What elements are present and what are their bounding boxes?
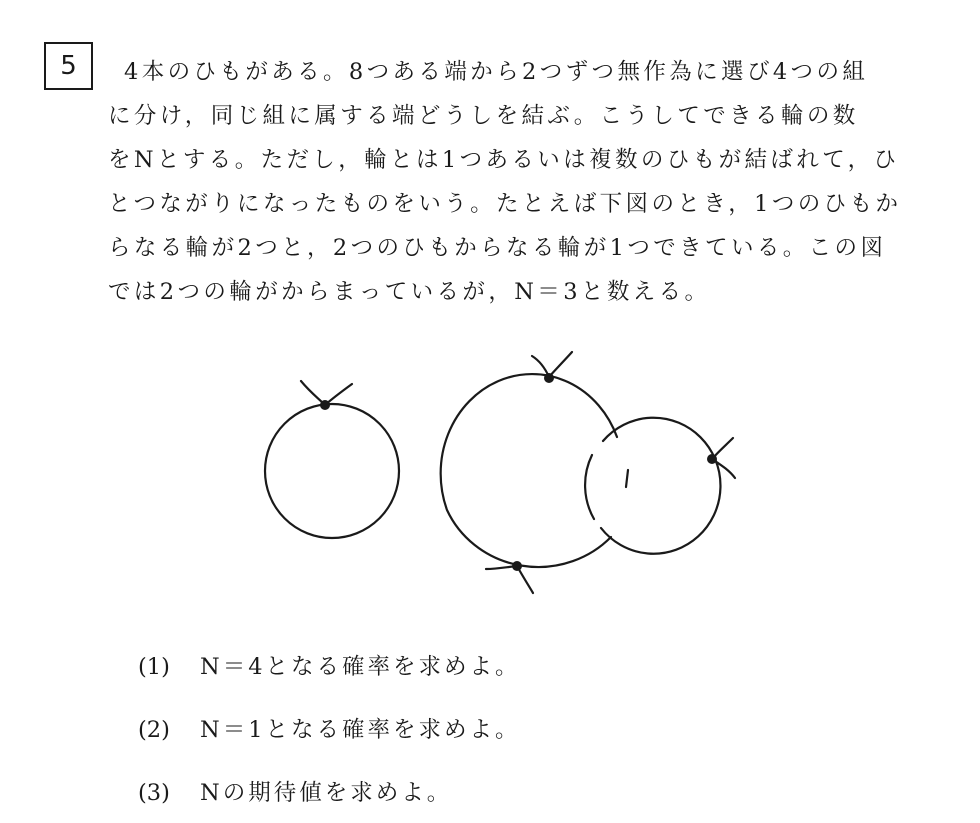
statement-line-3: をNとする。ただし，輪とは1つあるいは複数のひもが結ばれて，ひ bbox=[108, 147, 900, 173]
question-2-number: (2) bbox=[138, 717, 170, 743]
problem-number-box bbox=[44, 42, 93, 90]
knot-dot-left bbox=[320, 400, 330, 410]
right-ring bbox=[601, 418, 720, 554]
big-ring-top-end-a bbox=[532, 356, 549, 377]
left-ring-end-a bbox=[301, 381, 325, 405]
statement-line-1: 4本のひもがある。8つある端から2つずつ無作為に選び4つの組 bbox=[124, 59, 869, 85]
problem-statement bbox=[108, 50, 920, 314]
statement-line-4: とつながりになったものをいう。たとえば下図のとき，1つのひもか bbox=[108, 191, 902, 217]
statement-line-5: らなる輪が2つと，2つのひもからなる輪が1つできている。この図 bbox=[108, 235, 887, 261]
big-ring bbox=[441, 374, 617, 567]
statement-line-6: では2つの輪がからまっているが，N＝3と数える。 bbox=[108, 279, 711, 305]
left-ring bbox=[265, 404, 399, 538]
problem-number: 5 bbox=[60, 51, 77, 81]
big-ring-bottom-end-b bbox=[517, 566, 533, 593]
statement-line-2: に分け，同じ組に属する端どうしを結ぶ。こうしてできる輪の数 bbox=[108, 103, 859, 129]
right-ring-left-arc bbox=[585, 455, 594, 519]
question-3 bbox=[138, 775, 452, 807]
question-3-number: (3) bbox=[138, 780, 170, 806]
question-2-text: N＝1となる確率を求めよ。 bbox=[200, 717, 521, 743]
right-ring-end-b bbox=[712, 459, 735, 478]
big-ring-crossing bbox=[626, 470, 628, 487]
question-3-text: Nの期待値を求めよ。 bbox=[200, 780, 453, 806]
question-2 bbox=[138, 712, 521, 744]
right-ring-end-a bbox=[712, 438, 733, 459]
question-1 bbox=[138, 649, 521, 681]
knot-dot-big-top bbox=[544, 373, 554, 383]
question-1-text: N＝4となる確率を求めよ。 bbox=[200, 654, 521, 680]
big-ring-top-end-b bbox=[549, 352, 572, 377]
left-ring-end-b bbox=[325, 384, 352, 405]
question-1-number: (1) bbox=[138, 654, 170, 680]
knot-dot-big-bottom bbox=[512, 561, 522, 571]
knot-dot-right bbox=[707, 454, 717, 464]
big-ring-bottom-end-a bbox=[486, 566, 517, 569]
